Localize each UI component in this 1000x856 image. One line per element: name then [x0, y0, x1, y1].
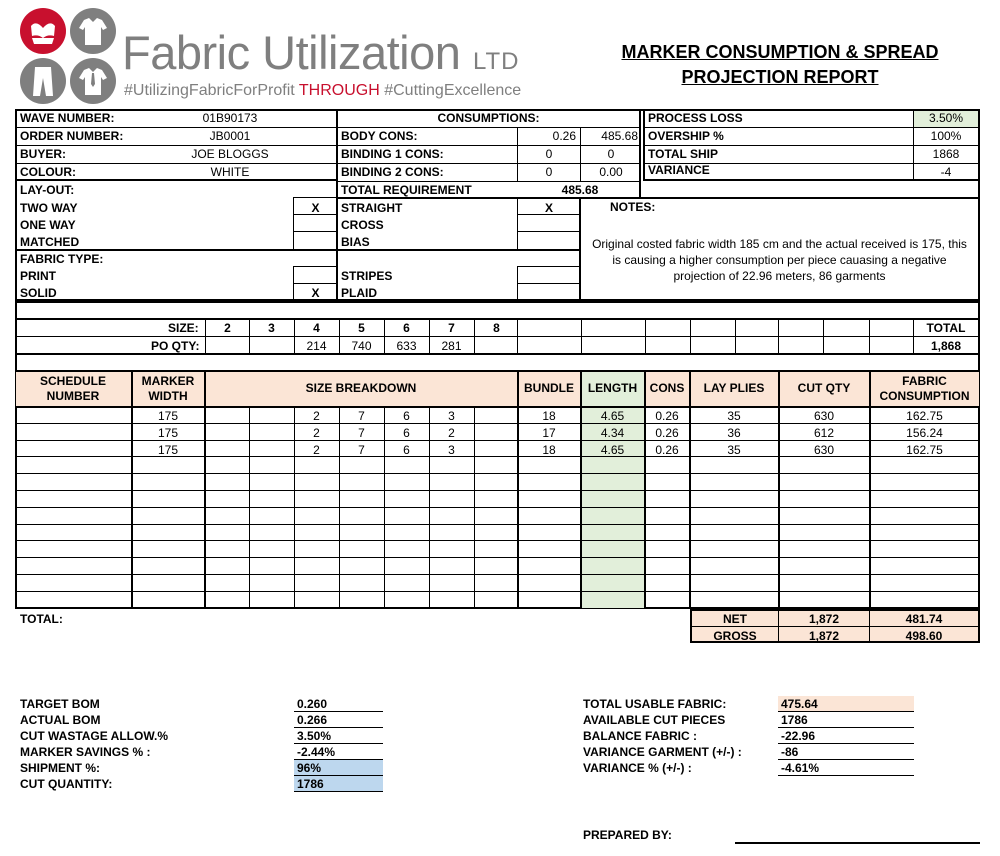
- row-bundle: 18: [542, 409, 556, 423]
- summary-left-value: 0.266: [297, 713, 328, 727]
- row-size-qty: 6: [403, 425, 410, 440]
- size-7: 7: [448, 321, 455, 335]
- gross-cut-qty: 1,872: [808, 629, 840, 643]
- binding2-b: 0.00: [599, 165, 623, 179]
- total-req-value: 485.68: [561, 183, 599, 197]
- cross-label: CROSS: [341, 218, 384, 232]
- summary-right-label: TOTAL USABLE FABRIC:: [583, 697, 727, 711]
- binding2-a: 0: [545, 165, 553, 179]
- bra-icon: [20, 8, 66, 54]
- table-total-label: TOTAL:: [20, 612, 63, 626]
- row-bundle: 17: [542, 425, 556, 440]
- row-fabric-consumption: 162.75: [906, 409, 943, 423]
- size-3: 3: [268, 321, 275, 335]
- summary-left-label: CUT WASTAGE ALLOW.%: [20, 729, 168, 743]
- buyer-value: JOE BLOGGS: [191, 147, 269, 161]
- size-4: 4: [313, 321, 320, 335]
- consumptions-title: CONSUMPTIONS:: [437, 111, 540, 125]
- process-loss-label: PROCESS LOSS: [648, 111, 743, 125]
- gross-label: GROSS: [713, 629, 757, 643]
- summary-left-label: SHIPMENT %:: [20, 761, 101, 775]
- solid-label: SOLID: [20, 286, 57, 300]
- size-5: 5: [358, 321, 365, 335]
- summary-right-value: -22.96: [781, 729, 816, 743]
- body-cons-label: BODY CONS:: [341, 129, 418, 143]
- buyer-label: BUYER:: [20, 147, 67, 161]
- summary-left-label: TARGET BOM: [20, 697, 100, 711]
- row-cons: 0.26: [655, 442, 679, 457]
- summary-left-value: 3.50%: [297, 729, 332, 743]
- col-bundle: BUNDLE: [524, 381, 574, 395]
- row-lay-plies: 36: [727, 425, 741, 440]
- summary-right-value: -4.61%: [781, 761, 820, 775]
- row-lay-plies: 35: [727, 409, 741, 423]
- matched-label: MATCHED: [20, 235, 80, 249]
- size-total-label: TOTAL: [926, 321, 966, 335]
- row-length: 4.65: [600, 409, 625, 423]
- row-length: 4.34: [600, 425, 625, 440]
- summary-left-value: 0.260: [297, 697, 328, 711]
- straight-label: STRAIGHT: [341, 201, 403, 215]
- process-loss-value: 3.50%: [928, 111, 964, 125]
- prepared-by-label: PREPARED BY:: [583, 828, 672, 842]
- row-marker-width: 175: [157, 409, 179, 423]
- fabric-type-label: FABRIC TYPE:: [20, 252, 104, 266]
- row-cut-qty: 630: [813, 409, 835, 423]
- col-cons: CONS: [649, 381, 685, 395]
- size-label: SIZE:: [168, 321, 199, 335]
- row-bundle: 18: [542, 442, 556, 457]
- print-label: PRINT: [20, 269, 56, 283]
- solid-mark: X: [311, 286, 320, 300]
- po-qty-size-7: 281: [441, 339, 462, 353]
- po-qty-label: PO QTY:: [151, 339, 200, 353]
- binding1-b: 0: [607, 147, 615, 161]
- col-fabric-consumption: FABRIC CONSUMPTION: [879, 374, 970, 403]
- colour-label: COLOUR:: [20, 165, 76, 179]
- net-label: NET: [723, 612, 747, 626]
- variance-label: VARIANCE: [648, 163, 710, 177]
- summary-left-label: CUT QUANTITY:: [20, 777, 113, 791]
- col-size-breakdown: SIZE BREAKDOWN: [305, 381, 417, 395]
- col-schedule: SCHEDULE NUMBER: [39, 374, 106, 403]
- po-qty-size-5: 740: [351, 339, 372, 353]
- size-6: 6: [403, 321, 410, 335]
- prepared-by-signature-line: [735, 842, 980, 844]
- summary-right-value: 475.64: [781, 697, 818, 711]
- summary-left-value: -2.44%: [297, 745, 336, 759]
- size-8: 8: [493, 321, 500, 335]
- row-lay-plies: 35: [727, 442, 741, 457]
- row-size-qty: 6: [403, 409, 410, 423]
- row-marker-width: 175: [157, 425, 179, 440]
- notes-text: Original costed fabric width 185 cm and the actual received is 175, this is causing a higher consumption per piece cauasing a negative projection of 22.96 meters, 86 garments: [592, 237, 967, 283]
- total-ship-label: TOTAL SHIP: [648, 147, 719, 161]
- plaid-label: PLAID: [341, 286, 377, 300]
- col-length: LENGTH: [587, 381, 638, 395]
- shirt-icon: [70, 8, 116, 54]
- row-cut-qty: 630: [813, 442, 835, 457]
- total-ship-value: 1868: [932, 147, 960, 161]
- col-lay-plies: LAY PLIES: [703, 381, 765, 395]
- logo-icons: [20, 8, 118, 104]
- summary-left-value: 96%: [297, 761, 322, 775]
- straight-mark: X: [544, 201, 553, 215]
- two-way-label: TWO WAY: [20, 201, 78, 215]
- summary-left-label: ACTUAL BOM: [20, 713, 101, 727]
- row-cons: 0.26: [655, 409, 679, 423]
- row-cons: 0.26: [655, 425, 679, 440]
- notes-label: NOTES:: [610, 200, 656, 214]
- overship-value: 100%: [930, 129, 962, 143]
- size-2: 2: [224, 321, 231, 335]
- row-fabric-consumption: 156.24: [906, 425, 943, 440]
- row-size-qty: 3: [448, 442, 455, 457]
- overship-label: OVERSHIP %: [648, 129, 724, 143]
- summary-left-value: 1786: [297, 777, 324, 791]
- col-marker-width: MARKER WIDTH: [141, 374, 195, 403]
- one-way-label: ONE WAY: [20, 218, 76, 232]
- trousers-icon: [20, 58, 66, 104]
- binding1-label: BINDING 1 CONS:: [341, 147, 444, 161]
- summary-right-label: VARIANCE GARMENT (+/-) :: [583, 745, 742, 759]
- binding1-a: 0: [545, 147, 553, 161]
- row-size-qty: 7: [358, 425, 365, 440]
- po-qty-size-6: 633: [396, 339, 417, 353]
- gross-fabric: 498.60: [905, 629, 943, 643]
- summary-right-label: BALANCE FABRIC :: [583, 729, 697, 743]
- net-fabric: 481.74: [905, 612, 943, 626]
- order-label: ORDER NUMBER:: [20, 129, 124, 143]
- summary-right-value: 1786: [781, 713, 808, 727]
- brand-name: Fabric Utilization LTD: [122, 26, 520, 79]
- colour-value: WHITE: [210, 165, 250, 179]
- stripes-label: STRIPES: [341, 269, 393, 283]
- po-qty-total: 1,868: [930, 339, 962, 353]
- brand-tagline: #UtilizingFabricForProfit THROUGH #CuttingExcellence: [124, 82, 522, 99]
- summary-right-label: VARIANCE % (+/-) :: [583, 761, 692, 775]
- col-cut-qty: CUT QTY: [797, 381, 851, 395]
- summary-left-label: MARKER SAVINGS % :: [20, 745, 151, 759]
- net-cut-qty: 1,872: [808, 612, 840, 626]
- summary-right-label: AVAILABLE CUT PIECES: [583, 713, 726, 727]
- row-size-qty: 3: [448, 409, 455, 423]
- row-size-qty: 7: [358, 442, 365, 457]
- order-value: JB0001: [209, 129, 251, 143]
- shirt-tie-icon: [70, 58, 116, 104]
- row-size-qty: 7: [358, 409, 365, 423]
- report-title: MARKER CONSUMPTION & SPREAD PROJECTION REPORT: [621, 42, 939, 87]
- body-cons-b: 485.68: [601, 129, 638, 143]
- layout-label: LAY-OUT:: [20, 183, 75, 197]
- body-cons-a: 0.26: [552, 129, 576, 143]
- total-req-label: TOTAL REQUIREMENT: [341, 183, 472, 197]
- row-marker-width: 175: [157, 442, 179, 457]
- binding2-label: BINDING 2 CONS:: [341, 165, 444, 179]
- row-size-qty: 6: [403, 442, 410, 457]
- bias-label: BIAS: [341, 235, 370, 249]
- wave-label: WAVE NUMBER:: [20, 111, 115, 125]
- wave-value: 01B90173: [202, 111, 258, 125]
- row-cut-qty: 612: [813, 425, 835, 440]
- row-length: 4.65: [600, 442, 625, 457]
- row-size-qty: 2: [313, 442, 320, 457]
- row-size-qty: 2: [313, 425, 320, 440]
- two-way-mark: X: [311, 201, 320, 215]
- row-size-qty: 2: [313, 409, 320, 423]
- variance-value: -4: [940, 165, 952, 179]
- summary-right-value: -86: [781, 745, 799, 759]
- po-qty-size-4: 214: [306, 339, 327, 353]
- row-size-qty: 2: [448, 425, 455, 440]
- row-fabric-consumption: 162.75: [906, 442, 943, 457]
